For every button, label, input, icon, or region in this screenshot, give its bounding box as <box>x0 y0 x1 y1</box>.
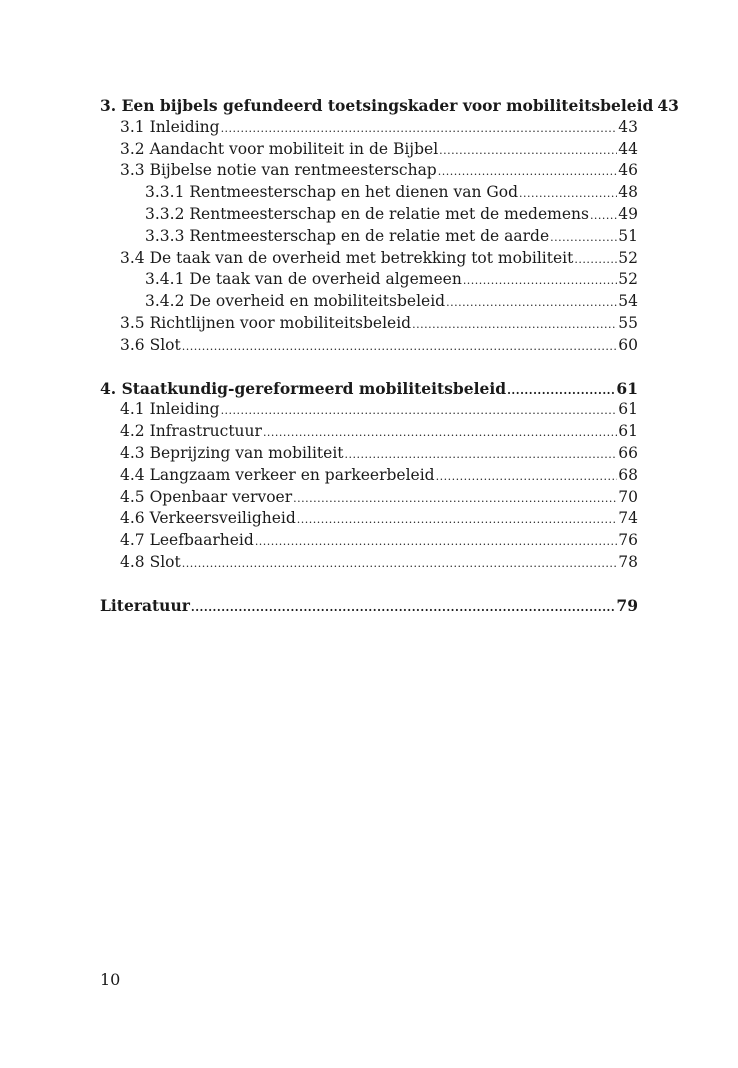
toc-entry-3-3-3[interactable] <box>100 226 638 248</box>
toc-page-number: 55 <box>618 313 638 332</box>
toc-entry-3-3-1[interactable] <box>100 182 638 204</box>
toc-entry-4-6[interactable] <box>100 508 638 530</box>
toc-entry-title: 3.6 Slot <box>120 335 181 354</box>
toc-leader <box>446 292 617 314</box>
toc-leader <box>412 314 617 336</box>
toc-entry-title: 3.3.3 Rentmeesterschap en de relatie met de aarde <box>145 226 550 245</box>
toc-leader <box>463 270 617 292</box>
table-of-contents <box>100 95 679 617</box>
toc-chapter-3[interactable] <box>100 95 679 117</box>
toc-chapter-title: Literatuur <box>100 595 190 615</box>
toc-leader <box>221 118 618 140</box>
toc-page-number: 70 <box>618 487 638 506</box>
toc-entry-title: 3.4.2 De overheid en mobiliteitsbeleid <box>145 292 446 311</box>
toc-entry-3-4-1[interactable] <box>100 269 638 291</box>
toc-entry-title: 4.5 Openbaar vervoer <box>120 487 293 506</box>
toc-entry-4-8[interactable] <box>100 552 638 574</box>
toc-entry-4-7[interactable] <box>100 530 638 552</box>
toc-leader <box>439 140 617 162</box>
toc-literature[interactable] <box>100 595 638 617</box>
toc-page-number: 61 <box>618 422 638 441</box>
toc-leader <box>182 553 618 575</box>
toc-page-number: 79 <box>616 595 638 615</box>
toc-page-number: 51 <box>618 226 638 245</box>
toc-page-number: 76 <box>618 531 638 550</box>
toc-leader <box>293 488 617 510</box>
toc-leader <box>574 249 617 271</box>
toc-entry-4-2[interactable] <box>100 421 638 443</box>
toc-entry-title: 3.3 Bijbelse notie van rentmeesterschap <box>120 161 437 180</box>
toc-entry-4-1[interactable] <box>100 399 638 421</box>
toc-entry-title: 3.3.1 Rentmeesterschap en het dienen van God <box>145 183 518 202</box>
toc-leader <box>345 444 618 466</box>
page-number: 10 <box>100 970 121 989</box>
toc-leader <box>519 183 617 205</box>
toc-entry-title: 4.1 Inleiding <box>120 400 220 419</box>
toc-page-number: 43 <box>657 96 679 115</box>
toc-entry-title: 4.6 Verkeersveiligheid <box>120 509 296 528</box>
toc-page-number: 61 <box>618 400 638 419</box>
toc-leader <box>438 161 618 183</box>
toc-leader <box>297 509 617 531</box>
toc-chapter-4[interactable] <box>100 378 638 400</box>
toc-entry-title: 4.7 Leefbaarheid <box>120 531 254 550</box>
toc-leader <box>221 400 618 422</box>
section-spacer <box>100 357 638 378</box>
toc-entry-title: 3.3.2 Rentmeesterschap en de relatie met de medemens <box>145 204 589 223</box>
toc-entry-title: 4.4 Langzaam verkeer en parkeerbeleid <box>120 465 435 484</box>
toc-page-number: 52 <box>618 270 638 289</box>
toc-page-number: 46 <box>618 161 638 180</box>
toc-entry-title: 3.2 Aandacht voor mobiliteit in de Bijbel <box>120 139 439 158</box>
toc-leader <box>507 380 615 402</box>
toc-page-number: 54 <box>618 292 638 311</box>
toc-entry-3-3[interactable] <box>100 160 638 182</box>
toc-chapter-title: 4. Staatkundig-gereformeerd mobiliteitsbeleid <box>100 378 507 398</box>
toc-entry-3-1[interactable] <box>100 117 638 139</box>
toc-entry-title: 3.4 De taak van de overheid met betrekking tot mobiliteit <box>120 248 574 267</box>
toc-entry-4-3[interactable] <box>100 443 638 465</box>
toc-entry-3-5[interactable] <box>100 313 638 335</box>
toc-page-number: 52 <box>618 248 638 267</box>
toc-entry-title: 3.4.1 De taak van de overheid algemeen <box>145 270 462 289</box>
toc-leader <box>590 205 617 227</box>
toc-page-number: 48 <box>618 183 638 202</box>
toc-page-number: 61 <box>616 378 638 398</box>
toc-chapter-title: 3. Een bijbels gefundeerd toetsingskader voor mobiliteitsbeleid <box>100 96 654 115</box>
toc-leader <box>436 466 618 488</box>
toc-leader <box>255 531 617 553</box>
toc-page-number: 44 <box>618 139 638 158</box>
toc-page-number: 74 <box>618 509 638 528</box>
toc-entry-3-3-2[interactable] <box>100 204 638 226</box>
toc-leader <box>263 422 617 444</box>
toc-page-number: 49 <box>618 204 638 223</box>
toc-entry-4-5[interactable] <box>100 487 638 509</box>
toc-entry-3-2[interactable] <box>100 139 638 161</box>
toc-entry-title: 4.8 Slot <box>120 552 181 571</box>
toc-leader <box>550 227 617 249</box>
toc-leader <box>182 336 618 358</box>
toc-page-number: 78 <box>618 552 638 571</box>
toc-entry-title: 3.1 Inleiding <box>120 117 220 136</box>
toc-entry-3-4[interactable] <box>100 248 638 270</box>
toc-page-number: 68 <box>618 465 638 484</box>
toc-entry-title: 4.2 Infrastructuur <box>120 422 262 441</box>
toc-page-number: 43 <box>618 117 638 136</box>
toc-page-number: 66 <box>618 443 638 462</box>
section-spacer <box>100 574 638 595</box>
toc-page-number: 60 <box>618 335 638 354</box>
toc-entry-title: 3.5 Richtlijnen voor mobiliteitsbeleid <box>120 313 412 332</box>
toc-leader <box>191 597 616 619</box>
toc-entry-4-4[interactable] <box>100 465 638 487</box>
toc-entry-3-6[interactable] <box>100 335 638 357</box>
toc-entry-3-4-2[interactable] <box>100 291 638 313</box>
toc-entry-title: 4.3 Beprijzing van mobiliteit <box>120 443 344 462</box>
